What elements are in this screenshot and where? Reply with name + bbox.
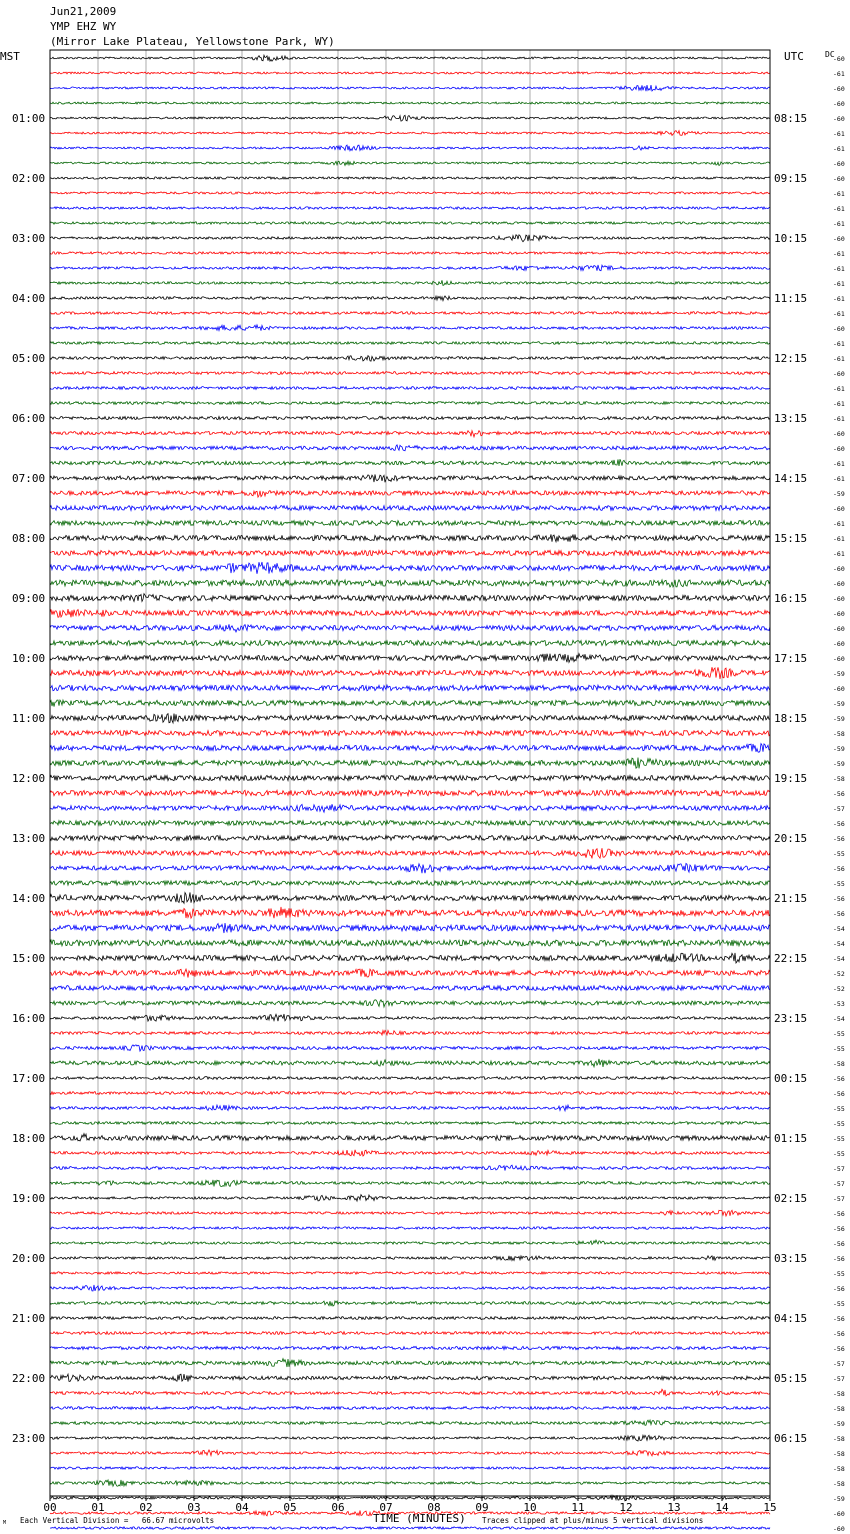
trace-row: [50, 594, 770, 602]
trace-row: [50, 280, 770, 285]
trace-row: [50, 1000, 770, 1007]
trace-row: [50, 445, 770, 451]
trace-row: [50, 714, 770, 723]
utc-hour-label: 04:15: [774, 1312, 808, 1325]
trace-row: [50, 864, 770, 874]
dc-offset-label: -55: [833, 1105, 845, 1113]
dc-offset-label: -56: [833, 895, 845, 903]
trace-row: [50, 804, 770, 812]
mst-hour-label: 17:00: [12, 1072, 46, 1085]
dc-offset-label: -59: [833, 1420, 845, 1428]
trace-row: [50, 580, 770, 587]
trace-row: [50, 252, 770, 254]
dc-offset-label: -59: [833, 670, 845, 678]
trace-row: [50, 730, 770, 735]
utc-hour-label: 15:15: [774, 532, 808, 545]
trace-row: [50, 790, 770, 796]
dc-offset-label: -55: [833, 1120, 845, 1128]
dc-offset-label: -58: [833, 1450, 845, 1458]
trace-row: [50, 1467, 770, 1469]
dc-offset-label: -56: [833, 910, 845, 918]
dc-offset-label: -60: [833, 235, 845, 243]
utc-hour-label: 14:15: [774, 472, 808, 485]
dc-offset-label: -60: [833, 640, 845, 648]
header-date: Jun21,2009: [50, 5, 117, 18]
utc-hour-label: 16:15: [774, 592, 808, 605]
utc-axis-label: UTC: [784, 50, 804, 63]
mst-hour-label: 21:00: [12, 1312, 46, 1325]
dc-offset-label: -60: [833, 325, 845, 333]
utc-hour-label: 10:15: [774, 232, 808, 245]
x-tick-label: 03: [187, 1501, 201, 1514]
trace-row: [50, 1227, 770, 1229]
utc-hour-label: 11:15: [774, 292, 808, 305]
dc-offset-label: -56: [833, 1285, 845, 1293]
trace-row: [50, 1450, 770, 1456]
trace-row: [50, 1317, 770, 1320]
trace-row: [50, 609, 770, 617]
trace-row: [50, 881, 770, 885]
trace-row: [50, 1359, 770, 1367]
utc-hour-label: 00:15: [774, 1072, 808, 1085]
trace-row: [50, 1030, 770, 1035]
mst-hour-label: 09:00: [12, 592, 46, 605]
trace-row: [50, 1374, 770, 1381]
dc-offset-label: -60: [833, 580, 845, 588]
dc-offset-label: -60: [833, 85, 845, 93]
trace-row: [50, 222, 770, 224]
dc-offset-label: -60: [833, 175, 845, 183]
mst-hour-label: 10:00: [12, 652, 46, 665]
mst-hour-label: 14:00: [12, 892, 46, 905]
mst-hour-label: 06:00: [12, 412, 46, 425]
x-tick-label: 01: [91, 1501, 105, 1514]
mst-hour-label: 12:00: [12, 772, 46, 785]
dc-offset-label: -61: [833, 205, 845, 213]
dc-offset-label: -56: [833, 1330, 845, 1338]
trace-row: [50, 1420, 770, 1425]
trace-row: [50, 1389, 770, 1396]
dc-offset-label: -56: [833, 1225, 845, 1233]
trace-row: [50, 1045, 770, 1051]
trace-row: [50, 744, 770, 753]
trace-row: [50, 969, 770, 978]
dc-offset-label: -61: [833, 415, 845, 423]
dc-offset-label: -55: [833, 880, 845, 888]
trace-row: [50, 192, 770, 194]
trace-row: [50, 145, 770, 151]
trace-row: [50, 131, 770, 136]
dc-offset-label: -61: [833, 280, 845, 288]
dc-offset-label: -58: [833, 1390, 845, 1398]
dc-offset-label: -56: [833, 1210, 845, 1218]
trace-row: [50, 1134, 770, 1141]
dc-offset-label: -59: [833, 1495, 845, 1503]
trace-row: [50, 1332, 770, 1335]
trace-row: [50, 1256, 770, 1261]
trace-row: [50, 491, 770, 498]
utc-hour-label: 19:15: [774, 772, 808, 785]
trace-row: [50, 1527, 770, 1529]
dc-offset-label: -60: [833, 1525, 845, 1533]
dc-offset-label: -56: [833, 835, 845, 843]
trace-row: [50, 550, 770, 555]
utc-hour-label: 03:15: [774, 1252, 808, 1265]
trace-row: [50, 387, 770, 390]
dc-offset-label: -57: [833, 805, 845, 813]
trace-row: [50, 1210, 770, 1216]
dc-offset-label: -55: [833, 1135, 845, 1143]
utc-hour-label: 09:15: [774, 172, 808, 185]
utc-hour-label: 17:15: [774, 652, 808, 665]
utc-hour-label: 21:15: [774, 892, 808, 905]
dc-offset-label: -58: [833, 775, 845, 783]
dc-offset-label: -55: [833, 1150, 845, 1158]
dc-offset-label: -61: [833, 130, 845, 138]
trace-row: [50, 431, 770, 437]
trace-row: [50, 342, 770, 345]
dc-offset-label: -57: [833, 1360, 845, 1368]
x-tick-label: 14: [715, 1501, 729, 1514]
dc-offset-label: -61: [833, 220, 845, 228]
trace-row: [50, 1105, 770, 1111]
dc-offset-label: -56: [833, 865, 845, 873]
dc-offset-label: -56: [833, 1315, 845, 1323]
dc-offset-label: -58: [833, 1480, 845, 1488]
dc-offset-label: -60: [833, 55, 845, 63]
dc-offset-label: -60: [833, 565, 845, 573]
dc-offset-label: -56: [833, 820, 845, 828]
trace-row: [50, 372, 770, 375]
trace-row: [50, 624, 770, 632]
utc-hour-label: 13:15: [774, 412, 808, 425]
trace-row: [50, 235, 770, 242]
dc-offset-label: -60: [833, 655, 845, 663]
trace-row: [50, 1180, 770, 1187]
header-location: (Mirror Lake Plateau, Yellowstone Park, WY): [50, 35, 335, 48]
dc-offset-label: -61: [833, 520, 845, 528]
time-grid: [98, 50, 722, 1496]
utc-hour-label: 08:15: [774, 112, 808, 125]
trace-row: [50, 1014, 770, 1021]
mst-hour-label: 15:00: [12, 952, 46, 965]
dc-label: DC: [825, 50, 835, 59]
trace-row: [50, 953, 770, 963]
dc-offset-label: -60: [833, 505, 845, 513]
dc-offset-label: -61: [833, 550, 845, 558]
dc-offset-label: -56: [833, 1090, 845, 1098]
dc-offset-label: -61: [833, 250, 845, 258]
utc-hour-label: 05:15: [774, 1372, 808, 1385]
trace-row: [50, 325, 770, 331]
dc-offset-label: -60: [833, 115, 845, 123]
trace-row: [50, 758, 770, 769]
trace-row: [50, 1122, 770, 1125]
utc-hour-label: 20:15: [774, 832, 808, 845]
dc-offset-label: -61: [833, 475, 845, 483]
dc-offset-label: -55: [833, 1300, 845, 1308]
mst-hour-label: 03:00: [12, 232, 46, 245]
dc-offset-label: -55: [833, 850, 845, 858]
dc-offset-label: -60: [833, 625, 845, 633]
corner-mark: M: [3, 1520, 7, 1526]
trace-row: [50, 1059, 770, 1067]
x-tick-label: 05: [283, 1501, 297, 1514]
x-tick-label: 00: [43, 1501, 57, 1514]
plot-frame: [50, 50, 770, 1496]
dc-offset-label: -57: [833, 1180, 845, 1188]
trace-row: [50, 1346, 770, 1349]
x-tick-label: 15: [763, 1501, 777, 1514]
dc-offset-label: -57: [833, 1165, 845, 1173]
mst-hour-label: 22:00: [12, 1372, 46, 1385]
trace-row: [50, 667, 770, 679]
dc-offset-label: -54: [833, 955, 845, 963]
dc-offset-label: -61: [833, 460, 845, 468]
trace-row: [50, 474, 770, 482]
trace-row: [50, 685, 770, 691]
dc-offset-label: -54: [833, 1015, 845, 1023]
mst-hour-label: 18:00: [12, 1132, 46, 1145]
dc-offset-label: -61: [833, 535, 845, 543]
dc-offset-label: -54: [833, 940, 845, 948]
dc-offset-label: -60: [833, 685, 845, 693]
dc-offset-label: -59: [833, 490, 845, 498]
trace-row: [50, 416, 770, 419]
trace-row: [50, 534, 770, 541]
trace-row: [50, 506, 770, 511]
mst-axis-label: MST: [0, 50, 20, 63]
dc-offset-label: -56: [833, 1255, 845, 1263]
dc-offset-label: -52: [833, 970, 845, 978]
trace-row: [50, 265, 770, 271]
mst-hour-label: 02:00: [12, 172, 46, 185]
trace-row: [50, 1435, 770, 1441]
trace-row: [50, 940, 770, 946]
utc-hour-label: 02:15: [774, 1192, 808, 1205]
dc-offset-label: -59: [833, 760, 845, 768]
mst-hour-label: 19:00: [12, 1192, 46, 1205]
dc-offset-label: -60: [833, 595, 845, 603]
dc-offset-label: -61: [833, 355, 845, 363]
trace-row: [50, 1301, 770, 1306]
trace-row: [50, 161, 770, 165]
trace-row: [50, 1240, 770, 1244]
vertical-division-note: Each Vertical Division = 66.67 microvolts: [20, 1516, 215, 1525]
seismic-traces: [50, 55, 770, 1534]
trace-row: [50, 312, 770, 315]
trace-row: [50, 835, 770, 840]
dc-offset-label: -55: [833, 1270, 845, 1278]
trace-row: [50, 102, 770, 104]
x-tick-label: 10: [523, 1501, 537, 1514]
utc-hour-label: 01:15: [774, 1132, 808, 1145]
mst-hour-label: 11:00: [12, 712, 46, 725]
trace-row: [50, 72, 770, 74]
trace-row: [50, 85, 770, 91]
mst-hour-label: 07:00: [12, 472, 46, 485]
clip-note: Traces clipped at plus/minus 5 vertical divisions: [482, 1516, 704, 1525]
header-station: YMP EHZ WY: [50, 20, 117, 33]
trace-row: [50, 892, 770, 903]
trace-row: [50, 1165, 770, 1170]
trace-row: [50, 700, 770, 707]
mst-hour-label: 08:00: [12, 532, 46, 545]
trace-row: [50, 848, 770, 858]
utc-hour-label: 18:15: [774, 712, 808, 725]
trace-row: [50, 55, 770, 61]
dc-offset-label: -55: [833, 1045, 845, 1053]
mst-hour-label: 20:00: [12, 1252, 46, 1265]
trace-row: [50, 1195, 770, 1201]
x-tick-label: 07: [379, 1501, 393, 1514]
dc-offset-label: -61: [833, 385, 845, 393]
utc-hour-label: 06:15: [774, 1432, 808, 1445]
trace-row: [50, 296, 770, 301]
mst-hour-label: 13:00: [12, 832, 46, 845]
x-tick-label: 09: [475, 1501, 489, 1514]
mst-hour-label: 01:00: [12, 112, 46, 125]
trace-row: [50, 207, 770, 209]
dc-offset-label: -53: [833, 1000, 845, 1008]
mst-hour-label: 16:00: [12, 1012, 46, 1025]
dc-offset-label: -61: [833, 190, 845, 198]
dc-offset-label: -61: [833, 400, 845, 408]
x-axis-title: TIME (MINUTES): [373, 1512, 466, 1525]
x-tick-label: 08: [427, 1501, 441, 1514]
dc-offset-label: -56: [833, 1345, 845, 1353]
dc-offset-label: -57: [833, 1375, 845, 1383]
dc-offsets: [833, 55, 845, 1534]
x-tick-label: 13: [667, 1501, 681, 1514]
dc-offset-label: -58: [833, 730, 845, 738]
x-tick-label: 12: [619, 1501, 633, 1514]
utc-hour-label: 22:15: [774, 952, 808, 965]
trace-row: [50, 775, 770, 780]
trace-row: [50, 521, 770, 526]
trace-row: [50, 177, 770, 179]
trace-row: [50, 115, 770, 121]
trace-row: [50, 1285, 770, 1291]
trace-row: [50, 1150, 770, 1156]
x-tick-label: 04: [235, 1501, 249, 1514]
dc-offset-label: -56: [833, 1240, 845, 1248]
dc-offset-label: -57: [833, 1195, 845, 1203]
dc-offset-label: -60: [833, 160, 845, 168]
dc-offset-label: -59: [833, 715, 845, 723]
trace-row: [50, 356, 770, 362]
trace-row: [50, 1272, 770, 1274]
trace-row: [50, 640, 770, 645]
utc-hour-label: 12:15: [774, 352, 808, 365]
trace-row: [50, 907, 770, 918]
dc-offset-label: -56: [833, 1075, 845, 1083]
trace-row: [50, 1407, 770, 1410]
trace-row: [50, 654, 770, 663]
dc-offset-label: -60: [833, 1510, 845, 1518]
trace-row: [50, 1077, 770, 1080]
dc-offset-label: -56: [833, 790, 845, 798]
dc-offset-label: -59: [833, 745, 845, 753]
trace-row: [50, 923, 770, 933]
mst-hour-label: 04:00: [12, 292, 46, 305]
trace-row: [50, 1480, 770, 1486]
mst-hour-label: 05:00: [12, 352, 46, 365]
trace-row: [50, 459, 770, 466]
x-tick-label: 06: [331, 1501, 345, 1514]
utc-hour-label: 23:15: [774, 1012, 808, 1025]
dc-offset-label: -59: [833, 700, 845, 708]
dc-offset-label: -54: [833, 925, 845, 933]
trace-row: [50, 402, 770, 405]
trace-row: [50, 1092, 770, 1095]
trace-row: [50, 562, 770, 574]
dc-offset-label: -60: [833, 370, 845, 378]
dc-offset-label: -58: [833, 1405, 845, 1413]
trace-row: [50, 821, 770, 826]
dc-offset-label: -61: [833, 145, 845, 153]
dc-offset-label: -58: [833, 1060, 845, 1068]
x-tick-label: 11: [571, 1501, 585, 1514]
dc-offset-label: -61: [833, 70, 845, 78]
dc-offset-label: -55: [833, 1030, 845, 1038]
dc-offset-label: -60: [833, 100, 845, 108]
dc-offset-label: -58: [833, 1465, 845, 1473]
dc-offset-label: -60: [833, 430, 845, 438]
dc-offset-label: -61: [833, 340, 845, 348]
mst-hour-label: 23:00: [12, 1432, 46, 1445]
dc-offset-label: -61: [833, 295, 845, 303]
dc-offset-label: -60: [833, 610, 845, 618]
dc-offset-label: -61: [833, 265, 845, 273]
trace-row: [50, 986, 770, 991]
dc-offset-label: -61: [833, 310, 845, 318]
dc-offset-label: -60: [833, 445, 845, 453]
dc-offset-label: -52: [833, 985, 845, 993]
x-tick-label: 02: [139, 1501, 153, 1514]
dc-offset-label: -58: [833, 1435, 845, 1443]
